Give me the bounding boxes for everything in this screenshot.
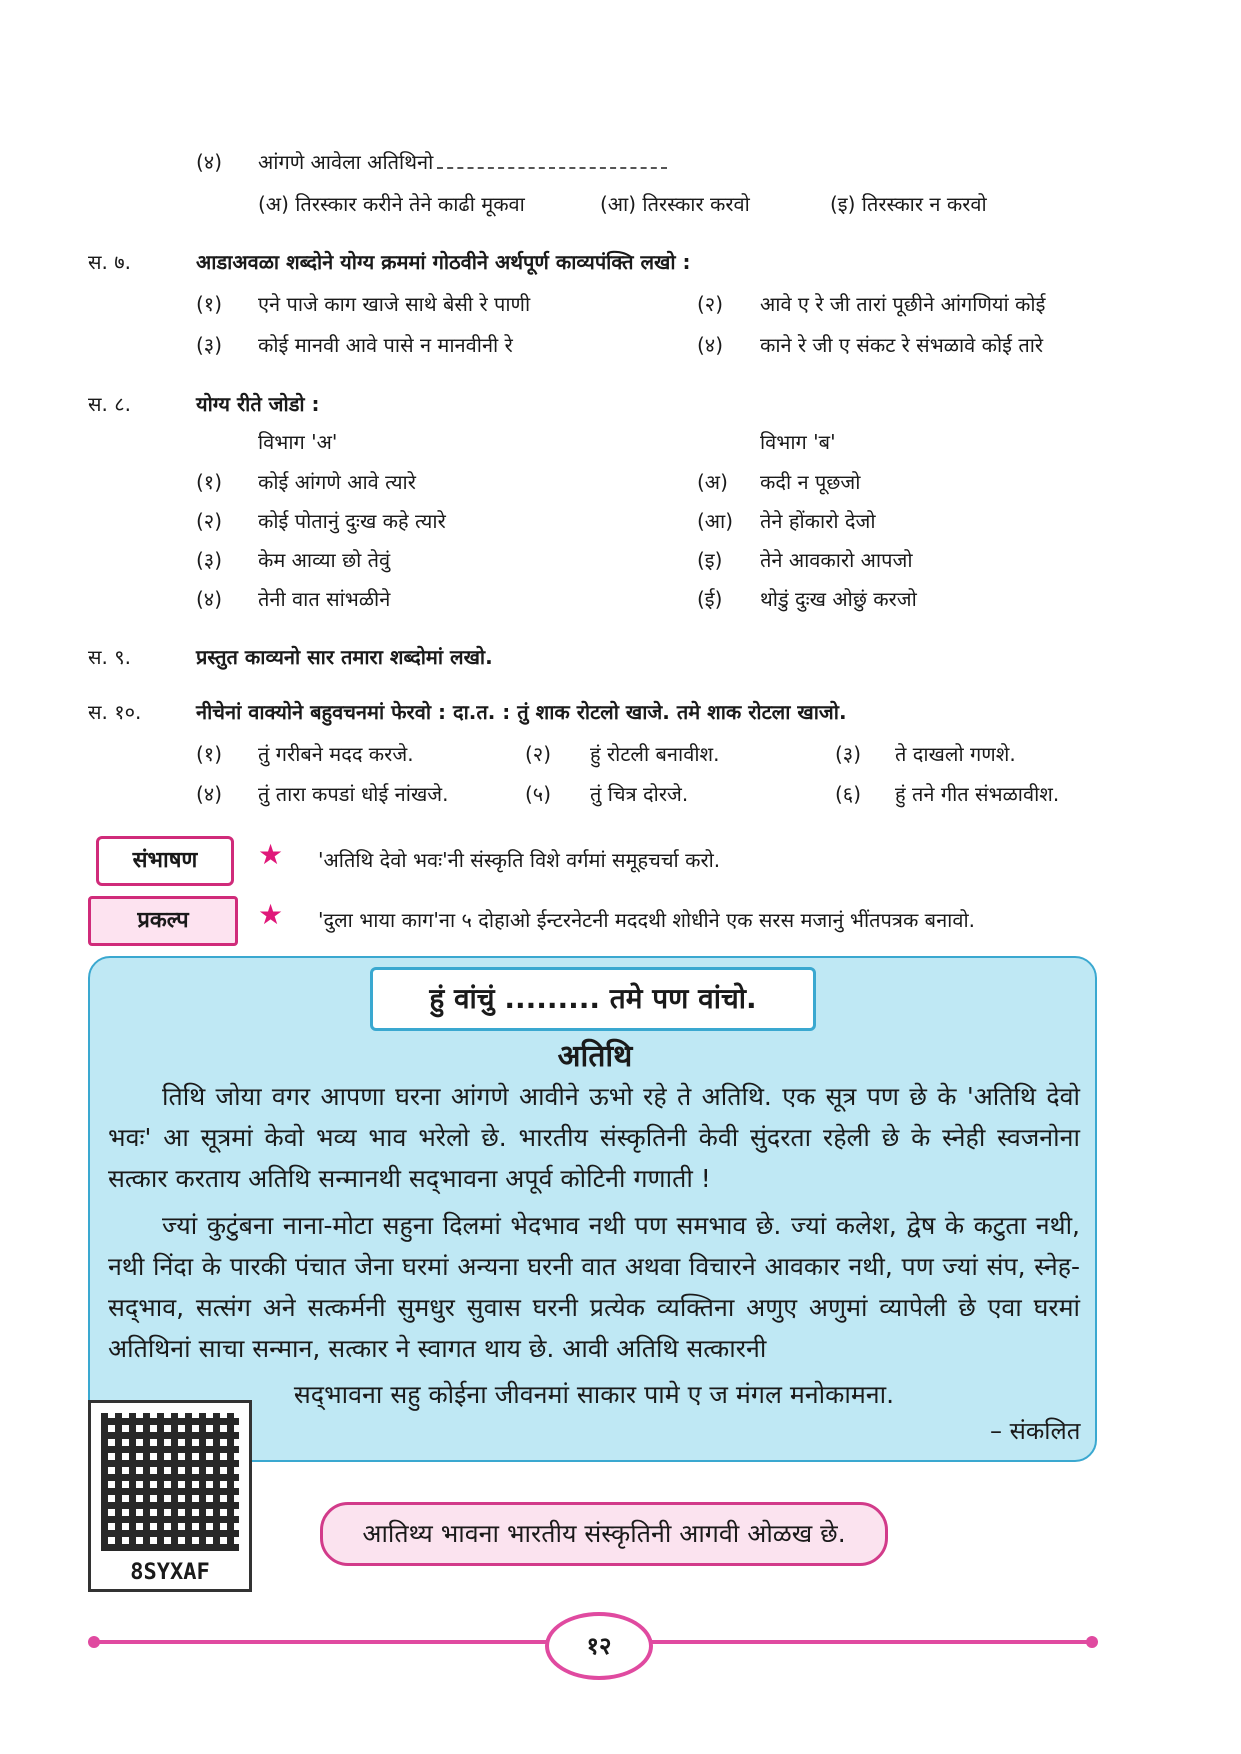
s10-item-num: (४) bbox=[196, 782, 223, 806]
star-icon: ★ bbox=[258, 898, 284, 931]
s8-right-num: (अ) bbox=[697, 470, 728, 494]
reading-paragraph-1: तिथि जोया वगर आपणा घरना आंगणे आवीने ऊभो रहे ते अतिथि. एक सूत्र पण छे के 'अतिथि देवो भवः' आ सूत्रमां केवो भव्य भाव भरेलो छे. भारतीय संस्कृतिनी केवी सुंदरता रहेली छे के स्नेही स्वजनोना सत्कार करताय अतिथि सन्मानथी सद्‌भावना अपूर्व कोटिनी गणाती ! bbox=[108, 1082, 1080, 1193]
activity-tag-project: प्रकल्प bbox=[88, 896, 238, 946]
q4-option-b: (आ) तिरस्कार करवो bbox=[600, 192, 750, 216]
s8-right-num: (ई) bbox=[697, 587, 723, 611]
qr-code-text: 8SYXAF bbox=[130, 1560, 210, 1585]
s7-item-text: कोई मानवी आवे पासे न मानवीनी रे bbox=[258, 333, 513, 357]
s8-right-text: थोडुं दुःख ओछुं करजो bbox=[760, 587, 917, 611]
reading-title: अतिथि bbox=[557, 1039, 633, 1074]
s10-item-num: (३) bbox=[835, 742, 862, 766]
reading-paragraph-3: सद्‌भावना सहु कोईना जीवनमां साकार पामे ए ज मंगल मनोकामना. bbox=[293, 1380, 895, 1409]
blank-line bbox=[437, 149, 667, 169]
qr-code[interactable] bbox=[88, 1400, 252, 1592]
s8-heading-a: विभाग 'अ' bbox=[258, 430, 338, 454]
activity-tag-discussion: संभाषण bbox=[96, 836, 234, 886]
s10-item-text: हुं रोटली बनावीश. bbox=[590, 742, 720, 766]
s8-left-text: कोई पोतानुं दुःख कहे त्यारे bbox=[258, 509, 446, 533]
activity-project-text: 'दुला भाया काग'ना ५ दोहाओ ईन्टरनेटनी मददथी शोधीने एक सरस मजानुं भींतपत्रक बनावो. bbox=[318, 908, 976, 932]
s8-right-text: तेने आवकारो आपजो bbox=[760, 548, 913, 572]
s10-item-num: (१) bbox=[196, 742, 223, 766]
star-icon: ★ bbox=[258, 838, 284, 871]
reading-header: हुं वांचुं ......... तमे पण वांचो. bbox=[370, 967, 816, 1031]
s10-item-text: हुं तने गीत संभळावीश. bbox=[895, 782, 1060, 806]
s8-left-text: तेनी वात सांभळीने bbox=[258, 587, 391, 611]
s7-item-num: (४) bbox=[697, 333, 724, 357]
quote-banner: आतिथ्य भावना भारतीय संस्कृतिनी आगवी ओळख छे. bbox=[320, 1502, 888, 1566]
s10-item-text: ते दाखलो गणशे. bbox=[895, 742, 1016, 766]
q4-option-c: (इ) तिरस्कार न करवो bbox=[830, 192, 987, 216]
s7-item-text: एने पाजे काग खाजे साथे बेसी रे पाणी bbox=[258, 292, 531, 316]
q4-number: (४) bbox=[196, 150, 223, 174]
s8-left-num: (४) bbox=[196, 587, 223, 611]
s7-item-text: काने रे जी ए संकट रे संभळावे कोई तारे bbox=[760, 333, 1044, 357]
s10-title: नीचेनां वाक्योने बहुवचनमां फेरवो : दा.त. : तुं शाक रोटलो खाजे. तमे शाक रोटला खाजो. bbox=[196, 700, 847, 724]
s8-right-text: कदी न पूछजो bbox=[760, 470, 861, 494]
page-number: १२ bbox=[545, 1612, 653, 1680]
s8-left-num: (३) bbox=[196, 548, 223, 572]
s7-item-num: (१) bbox=[196, 292, 223, 316]
s7-item-text: आवे ए रे जी तारां पूछीने आंगणियां कोई bbox=[760, 292, 1046, 316]
s10-item-text: तुं तारा कपडां धोई नांखजे. bbox=[258, 782, 449, 806]
s8-left-text: कोई आंगणे आवे त्यारे bbox=[258, 470, 416, 494]
s10-item-num: (२) bbox=[525, 742, 552, 766]
s10-item-text: तुं चित्र दोरजे. bbox=[590, 782, 689, 806]
s10-item-num: (६) bbox=[835, 782, 862, 806]
s9-title: प्रस्तुत काव्यनो सार तमारा शब्दोमां लखो. bbox=[196, 645, 493, 669]
s8-right-num: (आ) bbox=[697, 509, 734, 533]
reading-paragraph-2: ज्यां कुटुंबना नाना-मोटा सहुना दिलमां भेदभाव नथी पण समभाव छे. ज्यां कलेश, द्वेष के कटुता नथी, नथी निंदा के पारकी पंचात जेना घरमां अन्यना घरनी वात अथवा विचारने आवकार नथी, पण ज्यां संप, स्नेह-सद्‌भाव, सत्संग अने सत्कर्मनी सुमधुर सुवास घरनी प्रत्येक व्यक्तिना अणुए अणुमां व्यापेली छे एवा घरमां अतिथिनां साचा सन्मान, सत्कार ने स्वागत थाय छे. आवी अतिथि सत्कारनी bbox=[108, 1211, 1080, 1363]
s8-right-num: (इ) bbox=[697, 548, 723, 572]
q4-text bbox=[258, 148, 667, 175]
s8-left-num: (२) bbox=[196, 509, 223, 533]
reading-credit: – संकलित bbox=[990, 1417, 1081, 1445]
qr-pattern bbox=[101, 1413, 239, 1551]
s7-label: स. ७. bbox=[88, 250, 131, 274]
s8-left-num: (१) bbox=[196, 470, 223, 494]
s10-item-text: तुं गरीबने मदद करजे. bbox=[258, 742, 414, 766]
s7-item-num: (२) bbox=[697, 292, 724, 316]
s8-left-text: केम आव्या छो तेवुं bbox=[258, 548, 391, 572]
q4-option-a: (अ) तिरस्कार करीने तेने काढी मूकवा bbox=[258, 192, 525, 216]
s8-heading-b: विभाग 'ब' bbox=[760, 430, 836, 454]
footer-dot bbox=[1086, 1636, 1098, 1648]
q4-text-label: आंगणे आवेला अतिथिनो bbox=[258, 150, 434, 174]
activity-discussion-text: 'अतिथि देवो भवः'नी संस्कृति विशे वर्गमां समूहचर्चा करो. bbox=[318, 848, 721, 872]
s8-label: स. ८. bbox=[88, 392, 131, 416]
footer-dot bbox=[88, 1636, 100, 1648]
s8-title: योग्य रीते जोडो : bbox=[196, 392, 320, 416]
s9-label: स. ९. bbox=[88, 645, 131, 669]
s7-item-num: (३) bbox=[196, 333, 223, 357]
s10-label: स. १०. bbox=[88, 700, 142, 724]
s7-title: आडाअवळा शब्दोने योग्य क्रममां गोठवीने अर्थपूर्ण काव्यपंक्ति लखो : bbox=[196, 250, 691, 274]
s10-item-num: (५) bbox=[525, 782, 552, 806]
s8-right-text: तेने होंकारो देजो bbox=[760, 509, 876, 533]
